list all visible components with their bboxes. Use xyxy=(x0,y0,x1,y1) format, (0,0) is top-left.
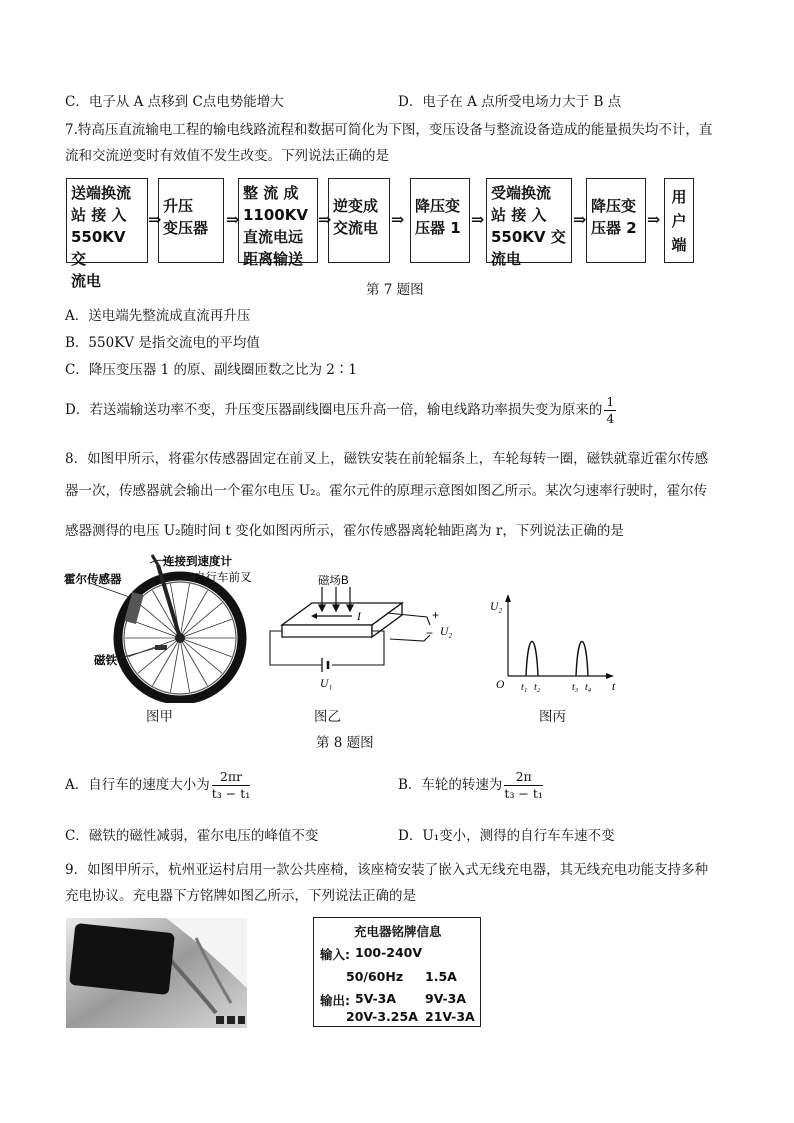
q8-option-b-text: B．车轮的转速为 xyxy=(398,777,503,793)
flow-step-6 xyxy=(486,178,572,268)
flow-arrow: ⇒ xyxy=(318,210,332,229)
flow-step-line: 压器 2 xyxy=(591,219,637,237)
flow-step-5 xyxy=(410,178,470,263)
q9-stem-line1: 9．如图甲所示，杭州亚运村启用一款公共座椅，该座椅安装了嵌入式无线充电器，其无线充电功能支持多种 xyxy=(65,862,709,878)
flow-step-line: 送端换流 xyxy=(71,184,132,202)
magnet xyxy=(155,645,167,650)
fraction-numerator: 2πr xyxy=(212,769,251,786)
q8-figure-caption: 第 8 题图 xyxy=(316,735,374,751)
flow-arrow: ⇒ xyxy=(647,210,661,229)
phone-on-charger xyxy=(69,923,175,995)
flow-step-line: 流电 xyxy=(491,250,522,268)
q9-charger-nameplate xyxy=(313,917,481,1027)
q8-fig-b-caption: 图乙 xyxy=(314,709,341,725)
wheel-spoke xyxy=(180,619,232,638)
voltage-pulse-1 xyxy=(526,642,538,677)
wheel-spoke xyxy=(180,638,232,657)
flow-step-line: 1100KV xyxy=(243,206,308,224)
flow-step-line: 逆变成 xyxy=(333,197,379,215)
nameplate-output-2: 9V-3A xyxy=(425,991,467,1006)
flow-step-8 xyxy=(664,178,694,263)
wheel-spoke xyxy=(128,638,180,657)
q8-fig-a-caption: 图甲 xyxy=(146,709,173,725)
fraction-denominator: t₃ − t₁ xyxy=(504,786,543,801)
nameplate-title: 充电器铭牌信息 xyxy=(354,925,442,939)
label-plus: + xyxy=(432,608,440,622)
nameplate-input-frequency: 50/60Hz xyxy=(346,969,404,984)
q8-figure-bicycle-wheel xyxy=(60,553,260,703)
flow-step-2 xyxy=(158,178,224,263)
magnetic-field-arrows xyxy=(319,587,353,611)
q8-option-b xyxy=(398,765,545,805)
q8-option-c: C．磁铁的磁性减弱，霍尔电压的峰值不变 xyxy=(65,828,319,844)
nameplate-output-label: 输出: xyxy=(320,993,350,1008)
fraction-numerator: 1 xyxy=(606,394,615,409)
graph-xlabel: t xyxy=(612,681,616,693)
flow-step-line: 站 接 入 xyxy=(71,206,127,224)
tick-t4: t₄ xyxy=(585,682,592,693)
q7-option-d-text: D．若送端输送功率不变，升压变压器副线圈电压升高一倍，输电线路功率损失变为原来的 xyxy=(65,402,603,418)
label-u1: U₁ xyxy=(320,678,333,690)
graph-ylabel: U₂ xyxy=(490,601,503,613)
nameplate-output-3: 20V-3.25A xyxy=(346,1009,418,1024)
flow-step-line: 变压器 xyxy=(163,219,209,237)
voltage-pulse-2 xyxy=(576,642,588,677)
nameplate-output-4: 21V-3A xyxy=(425,1009,475,1024)
q8-figure-voltage-graph xyxy=(488,590,628,700)
q8-option-d: D．U₁变小，测得的自行车车速不变 xyxy=(398,828,615,844)
nameplate-input-label: 输入: xyxy=(320,947,350,962)
flow-step-line: 550KV 交 xyxy=(71,228,126,268)
label-speedometer: 连接到速度计 xyxy=(163,556,232,568)
q8-option-a xyxy=(65,765,252,805)
wheel-spoke xyxy=(180,603,222,638)
fraction-denominator: t₃ − t₁ xyxy=(211,786,251,801)
q7-figure-caption: 第 7 题图 xyxy=(366,282,424,298)
q7-stem-line1: 7.特高压直流输电工程的输电线路流程和数据可简化为下图，变压设备与整流设备造成的能量损失均不计，直 xyxy=(65,122,713,138)
flow-step-3 xyxy=(238,178,318,268)
flow-step-line: 站 接 入 xyxy=(491,206,547,224)
flow-arrow: ⇒ xyxy=(471,210,485,229)
flow-step-line: 用 xyxy=(671,188,687,206)
q8-figure-hall-element xyxy=(262,575,462,695)
wheel-spoke xyxy=(138,638,180,673)
wheel-spoke xyxy=(180,638,222,673)
label-hall-sensor: 霍尔传感器 xyxy=(64,574,122,586)
tick-t1: t₁ xyxy=(521,682,528,693)
q7-option-b: B．550KV 是指交流电的平均值 xyxy=(65,335,260,351)
label-u2: U₂ xyxy=(440,626,453,638)
label-current-i: I xyxy=(357,611,361,623)
q8-option-a-text: A．自行车的速度大小为 xyxy=(65,777,210,793)
flow-step-line: 压器 1 xyxy=(415,219,461,237)
nameplate-output-1: 5V-3A xyxy=(355,991,397,1006)
flow-step-line: 降压变 xyxy=(591,197,637,215)
q6-option-d: D．电子在 A 点所受电场力大于 B 点 xyxy=(398,94,622,110)
tick-t3: t₃ xyxy=(572,682,579,693)
flow-step-line: 距离输送 xyxy=(243,250,304,268)
q8-stem-line2: 器一次，传感器就会输出一个霍尔电压 U₂。霍尔元件的原理示意图如图乙所示。某次匀速率行驶时，霍尔传 xyxy=(65,483,708,499)
q6-option-c: C．电子从 A 点移到 C点电势能增大 xyxy=(65,94,284,110)
flow-step-line: 550KV 交 xyxy=(491,228,566,246)
flow-arrow: ⇒ xyxy=(148,210,162,229)
flow-step-line: 交流电 xyxy=(333,219,379,237)
flow-step-line: 端 xyxy=(671,236,687,254)
graph-origin: O xyxy=(496,679,505,691)
q8-stem-line3: 感器测得的电压 U₂随时间 t 变化如图丙所示，霍尔传感器离轮轴距离为 r，下列说法正确的是 xyxy=(65,523,624,539)
q7-option-a: A．送电端先整流成直流再升压 xyxy=(65,308,251,324)
label-field-b: 磁场B xyxy=(318,575,349,587)
q8-stem-line1: 8．如图甲所示，将霍尔传感器固定在前叉上，磁铁安装在前轮辐条上，车轮每转一圈，磁铁就靠近霍尔传感 xyxy=(65,451,709,467)
flow-arrow: ⇒ xyxy=(391,210,405,229)
q9-stem-line2: 充电协议。充电器下方铭牌如图乙所示，下列说法正确的是 xyxy=(65,888,416,904)
flow-step-line: 升压 xyxy=(163,197,194,215)
nameplate-input-current: 1.5A xyxy=(425,969,457,984)
label-magnet: 磁铁 xyxy=(94,655,117,667)
q9-photo-wireless-chair xyxy=(66,918,247,1028)
flow-step-line: 直流电远 xyxy=(243,228,304,246)
label-minus: − xyxy=(426,626,434,640)
flow-arrow: ⇒ xyxy=(226,210,240,229)
fraction-denominator: 4 xyxy=(606,411,615,426)
flow-step-line: 降压变 xyxy=(415,197,461,215)
flow-step-4 xyxy=(328,178,390,263)
q8-option-b-fraction xyxy=(504,769,543,802)
label-front-fork: 自行车前叉 xyxy=(194,572,252,584)
q8-option-a-fraction xyxy=(212,769,251,802)
q7-stem-line2: 流和交流逆变时有效值不发生改变。下列说法正确的是 xyxy=(65,148,389,164)
nameplate-input-voltage: 100-240V xyxy=(355,945,423,960)
q7-option-d xyxy=(65,392,618,428)
flow-arrow: ⇒ xyxy=(573,210,587,229)
flow-step-line: 受端换流 xyxy=(491,184,552,202)
flow-step-line: 流电 xyxy=(71,272,102,290)
flow-step-1 xyxy=(66,178,148,290)
tick-t2: t₂ xyxy=(534,682,541,693)
flow-step-7 xyxy=(586,178,646,263)
q7-option-d-fraction xyxy=(604,394,616,427)
q7-option-c: C．降压变压器 1 的原、副线圈匝数之比为 2∶1 xyxy=(65,362,357,378)
fraction-numerator: 2π xyxy=(504,769,543,786)
flow-step-line: 整 流 成 xyxy=(243,184,299,202)
flow-step-line: 户 xyxy=(671,212,687,230)
q8-fig-c-caption: 图丙 xyxy=(539,709,566,725)
